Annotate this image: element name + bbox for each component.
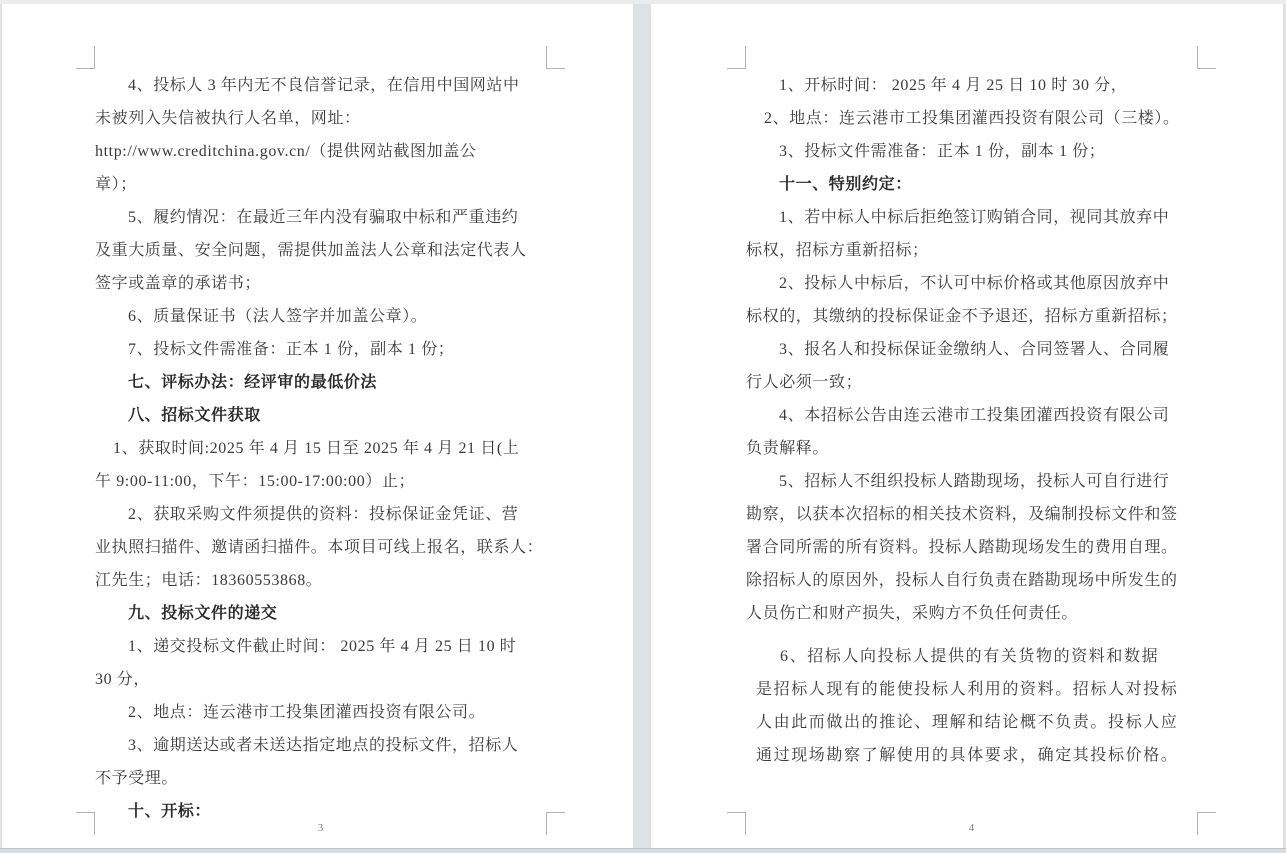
text-boundary-mark-bottom-left	[727, 812, 746, 835]
text-line: 午 9:00-11:00，下午：15:00-17:00:00）止；	[95, 473, 416, 490]
text-line: 5、履约情况：在最近三年内没有骗取中标和严重违约	[128, 209, 519, 226]
text-line: 是招标人现有的能使投标人利用的资料。招标人对投标	[756, 681, 1179, 698]
text-line: 及重大质量、安全问题，需提供加盖法人公章和法定代表人	[95, 242, 527, 259]
text-line: 不予受理。	[95, 770, 179, 787]
text-line: 章）；	[95, 176, 137, 193]
text-line: 负责解释。	[746, 440, 830, 457]
text-line: 2、投标人中标后，不认可中标价格或其他原因放弃中	[779, 275, 1170, 292]
text-line: 八、招标文件获取	[128, 407, 261, 424]
page-number: 4	[968, 822, 975, 834]
document-page-4[interactable]	[651, 4, 1283, 848]
text-boundary-mark-bottom-right	[546, 812, 565, 835]
text-line: 2、获取采购文件须提供的资料：投标保证金凭证、营	[128, 506, 519, 523]
text-line: 2、地点：连云港市工投集团灌西投资有限公司。	[128, 704, 486, 721]
text-line: 十一、特别约定：	[779, 176, 912, 193]
text-boundary-mark-top-right	[1197, 46, 1216, 69]
canvas-bottom-edge	[0, 848, 1286, 853]
text-line: 3、投标文件需准备：正本 1 份，副本 1 份；	[779, 143, 1106, 160]
text-line: 十、开标：	[128, 803, 212, 820]
document-page-3[interactable]	[2, 4, 633, 848]
text-line: 行人必须一致；	[746, 374, 863, 391]
text-line: 6、招标人向投标人提供的有关货物的资料和数据	[780, 648, 1160, 665]
text-line: 1、递交投标文件截止时间： 2025 年 4 月 25 日 10 时	[128, 638, 517, 655]
page-number: 3	[317, 822, 324, 834]
text-line: 标权，招标方重新招标；	[746, 242, 929, 259]
text-line: 通过现场勘察了解使用的具体要求，确定其投标价格。	[756, 747, 1179, 764]
text-line: 人由此而做出的推论、理解和结论概不负责。投标人应	[756, 714, 1179, 731]
text-line: 2、地点：连云港市工投集团灌西投资有限公司（三楼）。	[764, 110, 1180, 127]
text-line: 签字或盖章的承诺书；	[95, 275, 262, 292]
text-boundary-mark-bottom-right	[1197, 812, 1216, 835]
text-line: 未被列入失信被执行人名单，网址：	[95, 110, 361, 127]
text-line: 业执照扫描件、邀请函扫描件。本项目可线上报名，联系人：	[95, 539, 544, 556]
text-line: 九、投标文件的递交	[128, 605, 278, 622]
text-line: 署合同所需的所有资料。投标人踏勘现场发生的费用自理。	[746, 539, 1178, 556]
text-line: 4、投标人 3 年内无不良信誉记录，在信用中国网站中	[128, 77, 520, 94]
text-boundary-mark-top-left	[76, 46, 95, 69]
text-line: 4、本招标公告由连云港市工投集团灌西投资有限公司	[779, 407, 1170, 424]
page-4-text-body	[746, 69, 1197, 772]
text-line: 标权的，其缴纳的投标保证金不予退还，招标方重新招标；	[746, 308, 1178, 325]
text-line: 1、若中标人中标后拒绝签订购销合同，视同其放弃中	[779, 209, 1170, 226]
text-boundary-mark-bottom-left	[76, 812, 95, 835]
text-boundary-mark-top-right	[546, 46, 565, 69]
text-line: 1、开标时间： 2025 年 4 月 25 日 10 时 30 分，	[779, 77, 1128, 94]
text-line: 5、招标人不组织投标人踏勘现场，投标人可自行进行	[779, 473, 1170, 490]
text-line: 6、质量保证书（法人签字并加盖公章）。	[128, 308, 428, 325]
text-line: 七、评标办法：经评审的最低价法	[128, 374, 378, 391]
text-line: 7、投标文件需准备：正本 1 份，副本 1 份；	[128, 341, 455, 358]
text-line: 江先生；电话：18360553868。	[95, 572, 323, 589]
text-line: 1、获取时间:2025 年 4 月 15 日至 2025 年 4 月 21 日(上	[113, 440, 520, 457]
text-line: 3、逾期送达或者未送达指定地点的投标文件，招标人	[128, 737, 519, 754]
text-line: 人员伤亡和财产损失，采购方不负任何责任。	[746, 605, 1079, 622]
page-3-text-body	[95, 69, 546, 828]
text-line: 勘察，以获本次招标的相关技术资料，及编制投标文件和签	[746, 506, 1178, 523]
text-line: 除招标人的原因外，投标人自行负责在踏勘现场中所发生的	[746, 572, 1178, 589]
text-line: 30 分，	[95, 671, 151, 688]
text-line: http://www.creditchina.gov.cn/（提供网站截图加盖公	[95, 143, 477, 160]
text-line: 3、报名人和投标保证金缴纳人、合同签署人、合同履	[779, 341, 1170, 358]
text-boundary-mark-top-left	[727, 46, 746, 69]
